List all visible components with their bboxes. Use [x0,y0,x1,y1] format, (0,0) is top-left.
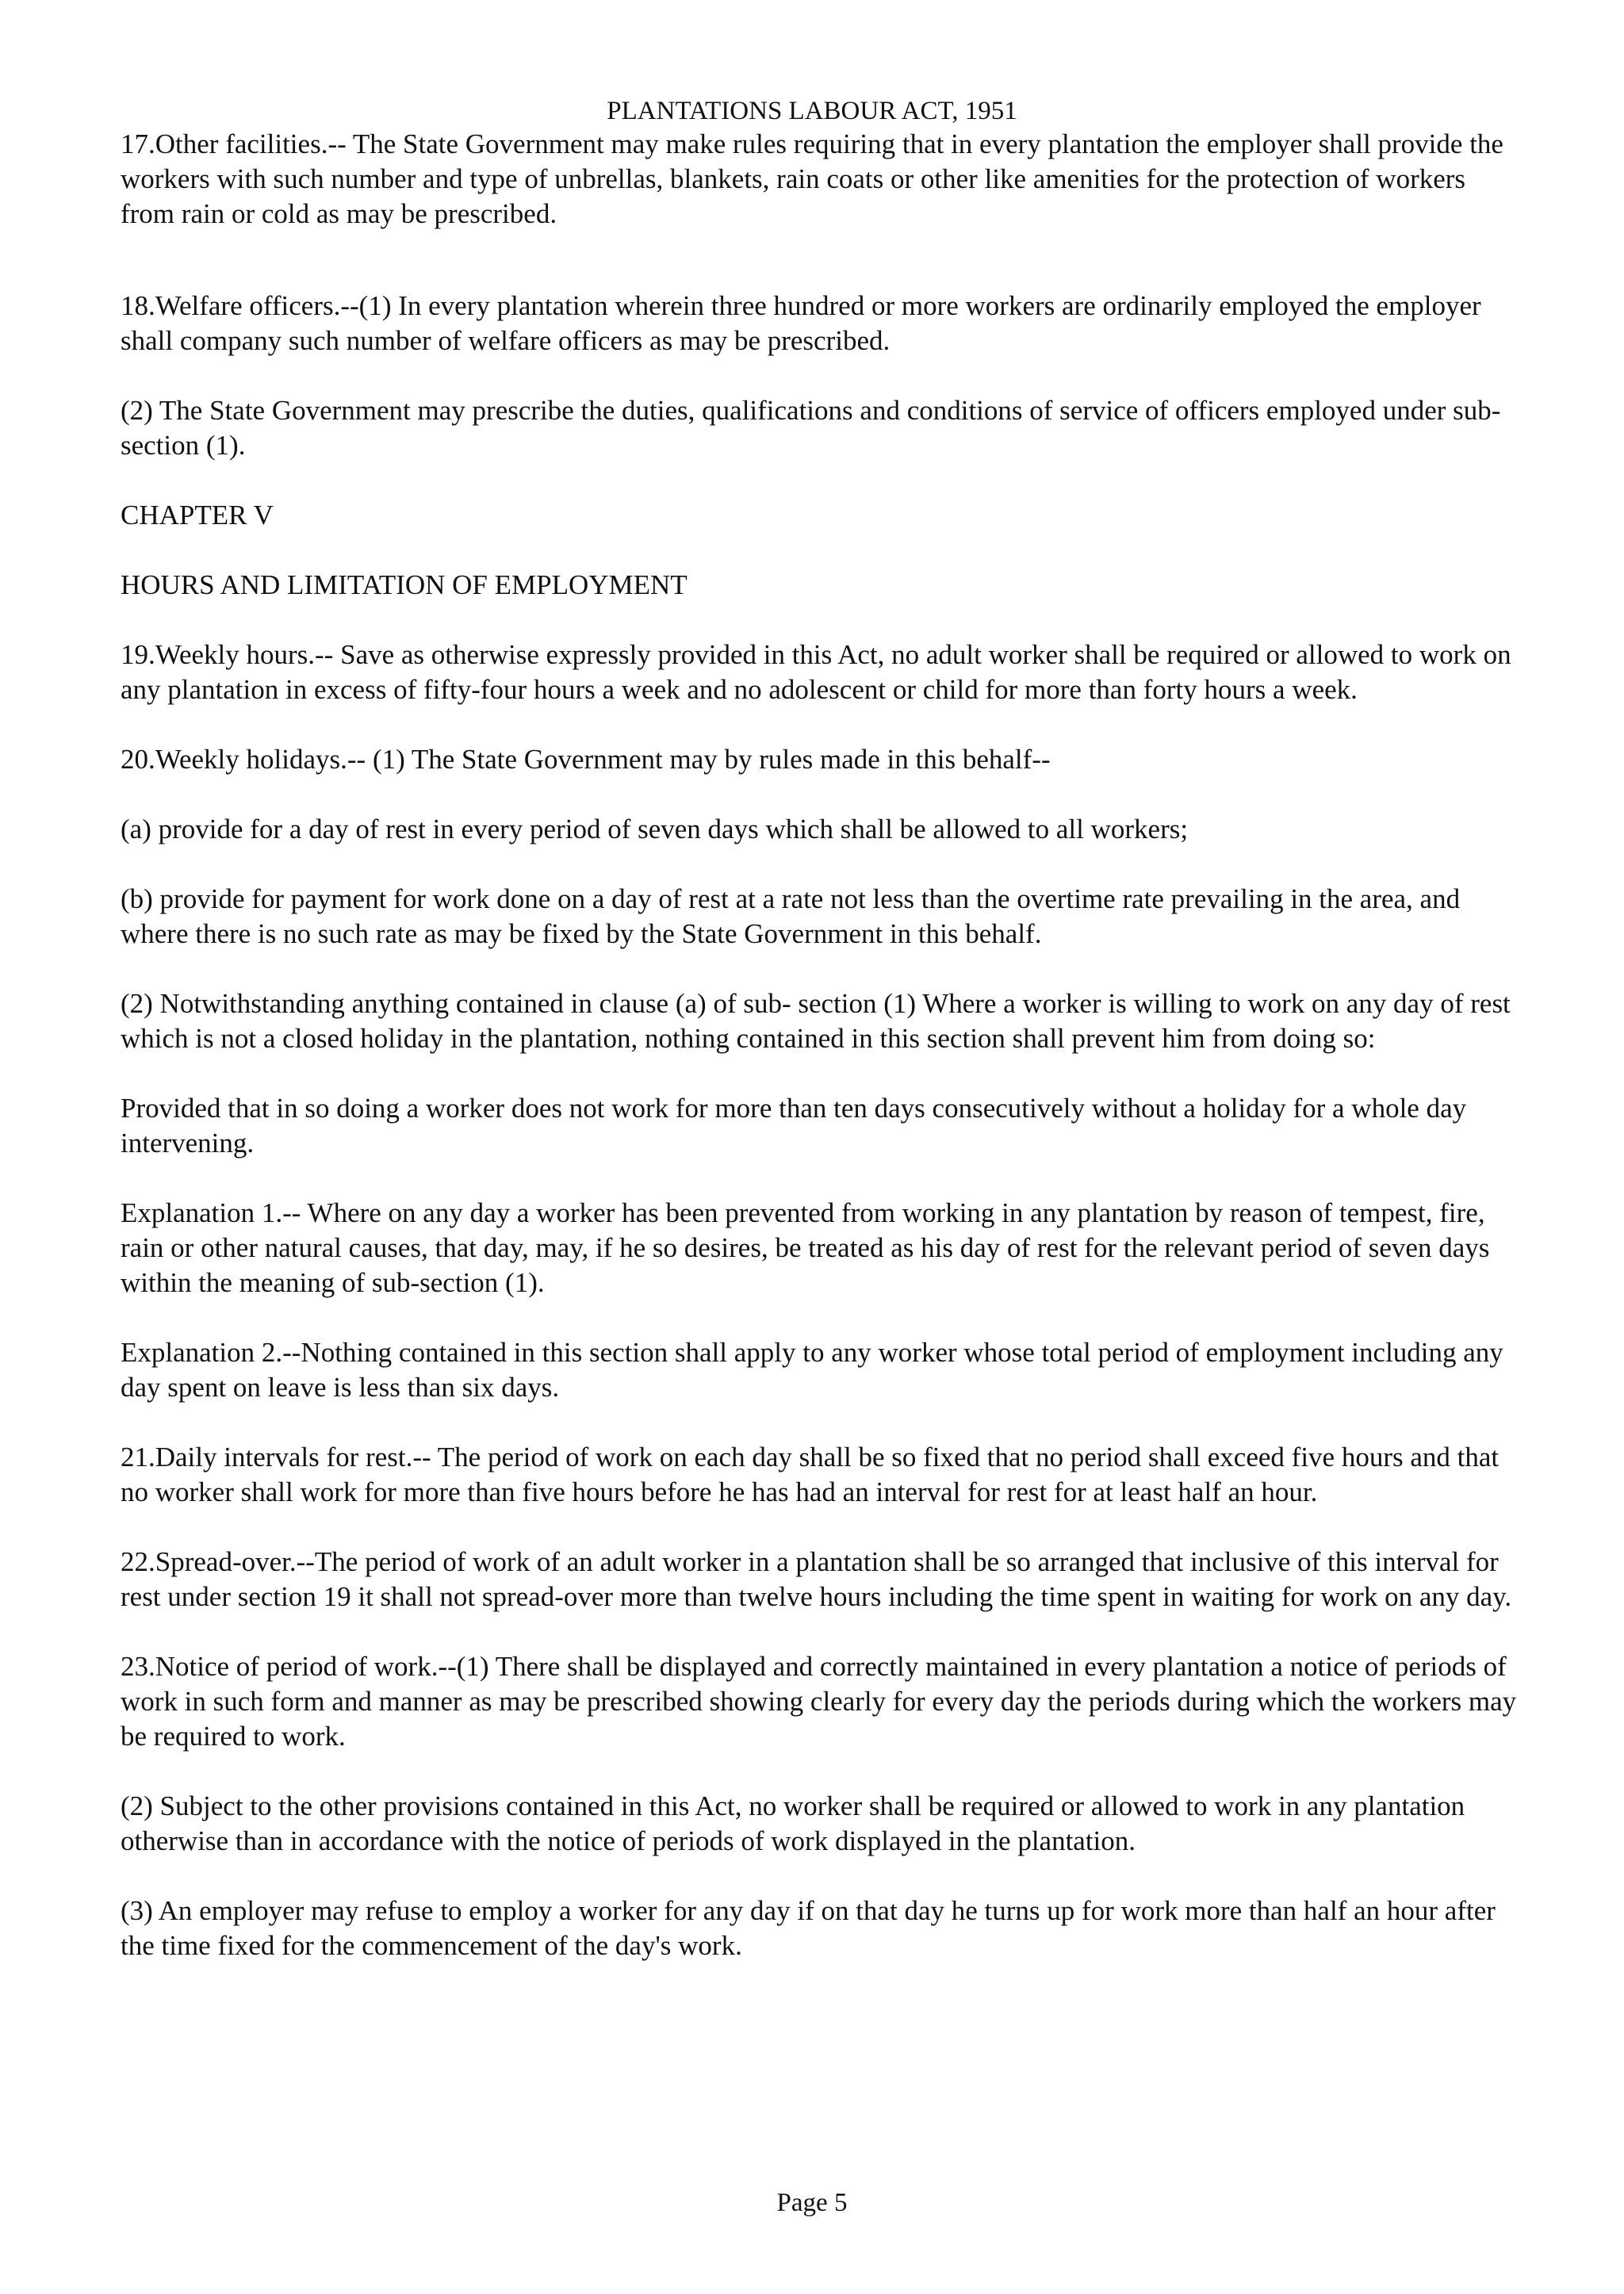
section-20-1-b: (b) provide for payment for work done on a day of rest at a rate not less than the overtime rate prevailing in the area, and where there is no such rate as may be fixed by the State Government in this behalf. [121,883,1461,949]
section-17-clipped [121,128,1522,254]
document-body [121,128,1522,1998]
section-18-2: (2) The State Government may prescribe the duties, qualifications and conditions of service of officers employed under sub-section (1). [121,395,1501,461]
chapter-heading: CHAPTER V [121,500,274,530]
section-20-proviso: Provided that in so doing a worker does not work for more than ten days consecutively without a holiday for a whole day intervening. [121,1093,1467,1158]
section-20-1: 20.Weekly holidays.-- (1) The State Government may by rules made in this behalf-- [121,744,1051,775]
section-20-explanation-2: Explanation 2.--Nothing contained in this section shall apply to any worker whose total period of employment including any day spent on leave is less than six days. [121,1337,1503,1403]
section-23-3: (3) An employer may refuse to employ a worker for any day if on that day he turns up for work more than half an hour after the time fixed for the commencement of the day's work. [121,1895,1496,1961]
section-20-1-a: (a) provide for a day of rest in every period of seven days which shall be allowed to all workers; [121,814,1189,844]
chapter-title: HOURS AND LIMITATION OF EMPLOYMENT [121,569,688,600]
section-22: 22.Spread-over.--The period of work of an adult worker in a plantation shall be so arranged that inclusive of this interval for rest under section 19 it shall not spread-over more than twelve hours including the time spent in waiting for work on any day. [121,1546,1512,1612]
section-17: 17.Other facilities.-- The State Government may make rules requiring that in every plantation the employer shall provide the workers with such number and type of unbrellas, blankets, rain coats or other like amenities for the protection of workers from rain or cold as may be prescribed. [121,128,1503,229]
section-19: 19.Weekly hours.-- Save as otherwise expressly provided in this Act, no adult worker shall be required or allowed to work on any plantation in excess of fifty-four hours a week and no adolescent or child for more than forty hours a week. [121,639,1511,705]
section-21: 21.Daily intervals for rest.-- The period of work on each day shall be so fixed that no period shall exceed five hours and that no worker shall work for more than five hours before he has had an interval for rest for at least half an hour. [121,1442,1500,1507]
page-number: Page 5 [776,2189,848,2217]
section-23-2: (2) Subject to the other provisions contained in this Act, no worker shall be required or allowed to work in any plantation otherwise than in accordance with the notice of periods of work displayed in the plantation. [121,1790,1465,1856]
section-20-explanation-1: Explanation 1.-- Where on any day a worker has been prevented from working in any plantation by reason of tempest, fire, rain or other natural causes, that day, may, if he so desires, be treated as his day of rest for the relevant period of seven days within the meaning of sub-section (1). [121,1197,1490,1298]
section-23-1: 23.Notice of period of work.--(1) There shall be displayed and correctly maintained in every plantation a notice of periods of work in such form and manner as may be prescribed showing clearly for every day the periods during which the workers may be required to work. [121,1651,1517,1752]
section-18-1: 18.Welfare officers.--(1) In every plantation wherein three hundred or more workers are ordinarily employed the employer shall company such number of welfare officers as may be prescribed. [121,290,1481,356]
running-header: PLANTATIONS LABOUR ACT, 1951 [607,97,1017,125]
section-20-2: (2) Notwithstanding anything contained in clause (a) of sub- section (1) Where a worker is willing to work on any day of rest which is not a closed holiday in the plantation, nothing contained in this section shall prevent him from doing so: [121,988,1511,1054]
